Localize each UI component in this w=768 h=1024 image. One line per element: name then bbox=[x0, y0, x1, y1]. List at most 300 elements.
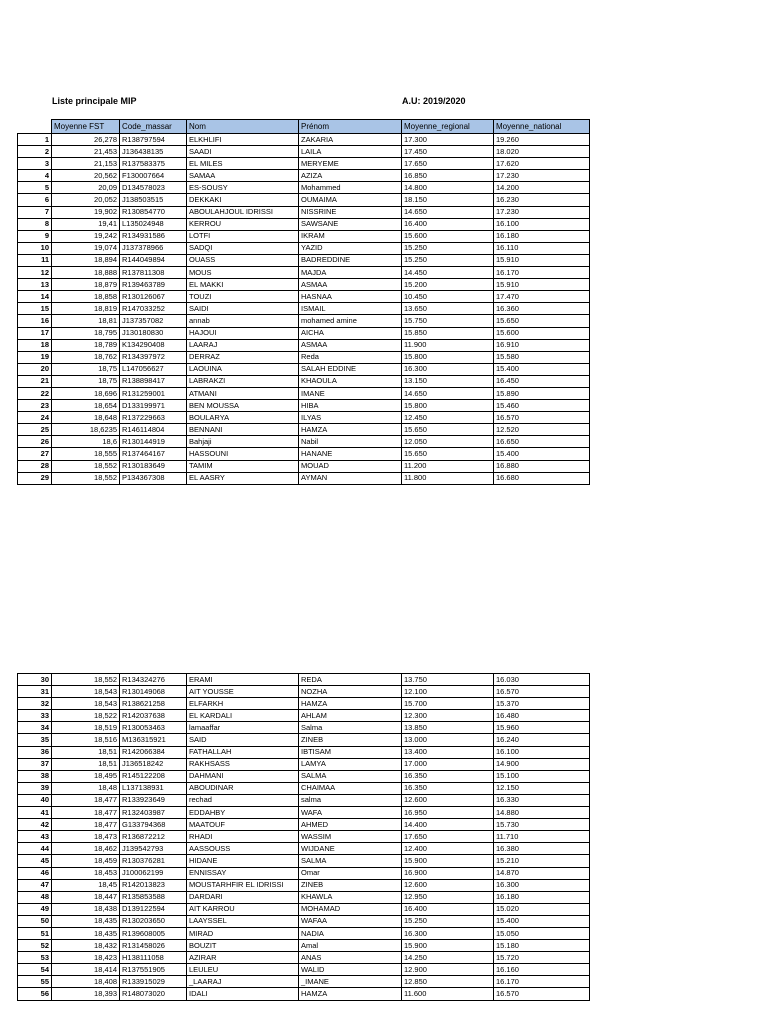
cell-code-massar: R136872212 bbox=[120, 831, 187, 843]
cell-moyenne-regional: 10.450 bbox=[402, 291, 494, 303]
cell-moyenne-regional: 12.950 bbox=[402, 891, 494, 903]
cell-nom: DAHMANI bbox=[187, 770, 299, 782]
table-row bbox=[18, 988, 590, 1000]
cell-nom: HAJOUI bbox=[187, 327, 299, 339]
cell-moyenne-fst: 18,477 bbox=[52, 807, 120, 819]
cell-prenom: HIBA bbox=[299, 400, 402, 412]
cell-prenom: YAZID bbox=[299, 242, 402, 254]
cell-row-index: 34 bbox=[18, 722, 52, 734]
cell-code-massar: G133794368 bbox=[120, 819, 187, 831]
cell-nom: SAIDI bbox=[187, 303, 299, 315]
cell-moyenne-national: 18.020 bbox=[494, 146, 590, 158]
cell-moyenne-fst: 18,393 bbox=[52, 988, 120, 1000]
cell-code-massar: H138111058 bbox=[120, 952, 187, 964]
table-row bbox=[18, 940, 590, 952]
cell-moyenne-regional: 14.450 bbox=[402, 267, 494, 279]
cell-nom: Bahjaji bbox=[187, 436, 299, 448]
cell-prenom: WALID bbox=[299, 964, 402, 976]
cell-moyenne-regional: 16.400 bbox=[402, 218, 494, 230]
table-row bbox=[18, 710, 590, 722]
cell-moyenne-fst: 18,543 bbox=[52, 686, 120, 698]
cell-moyenne-fst: 18,789 bbox=[52, 339, 120, 351]
cell-moyenne-regional: 14.650 bbox=[402, 206, 494, 218]
cell-moyenne-regional: 12.300 bbox=[402, 710, 494, 722]
cell-nom: ELKHLIFI bbox=[187, 134, 299, 146]
table-header-row bbox=[18, 120, 590, 134]
table-row bbox=[18, 218, 590, 230]
cell-moyenne-national: 15.600 bbox=[494, 327, 590, 339]
table-row bbox=[18, 206, 590, 218]
cell-row-index: 13 bbox=[18, 279, 52, 291]
cell-moyenne-national: 15.720 bbox=[494, 952, 590, 964]
cell-moyenne-fst: 19,41 bbox=[52, 218, 120, 230]
cell-prenom: ILYAS bbox=[299, 412, 402, 424]
cell-prenom: Nabil bbox=[299, 436, 402, 448]
cell-moyenne-regional: 15.800 bbox=[402, 351, 494, 363]
cell-nom: MAATOUF bbox=[187, 819, 299, 831]
cell-prenom: CHAIMAA bbox=[299, 782, 402, 794]
cell-nom: ELFARKH bbox=[187, 698, 299, 710]
table-row bbox=[18, 387, 590, 399]
cell-code-massar: R137229663 bbox=[120, 412, 187, 424]
cell-nom: SAMAA bbox=[187, 170, 299, 182]
cell-nom: ABOULAHJOUL IDRISSI bbox=[187, 206, 299, 218]
cell-moyenne-national: 16.380 bbox=[494, 843, 590, 855]
cell-moyenne-fst: 20,052 bbox=[52, 194, 120, 206]
header-moyenne-fst: Moyenne FST bbox=[52, 120, 120, 134]
cell-moyenne-national: 15.890 bbox=[494, 387, 590, 399]
cell-row-index: 25 bbox=[18, 424, 52, 436]
table-row bbox=[18, 242, 590, 254]
cell-moyenne-regional: 15.900 bbox=[402, 940, 494, 952]
cell-moyenne-regional: 14.800 bbox=[402, 182, 494, 194]
cell-moyenne-national: 16.170 bbox=[494, 976, 590, 988]
cell-prenom: Amal bbox=[299, 940, 402, 952]
cell-moyenne-fst: 18,408 bbox=[52, 976, 120, 988]
header-prenom: Prénom bbox=[299, 120, 402, 134]
cell-moyenne-regional: 13.750 bbox=[402, 674, 494, 686]
cell-code-massar: R142066384 bbox=[120, 746, 187, 758]
cell-moyenne-national: 15.960 bbox=[494, 722, 590, 734]
cell-code-massar: R133915029 bbox=[120, 976, 187, 988]
cell-moyenne-regional: 12.050 bbox=[402, 436, 494, 448]
cell-moyenne-fst: 18,45 bbox=[52, 879, 120, 891]
cell-prenom: HAMZA bbox=[299, 424, 402, 436]
table-row bbox=[18, 448, 590, 460]
cell-moyenne-fst: 18,414 bbox=[52, 964, 120, 976]
cell-code-massar: R134324276 bbox=[120, 674, 187, 686]
cell-code-massar: J137378966 bbox=[120, 242, 187, 254]
cell-moyenne-national: 14.200 bbox=[494, 182, 590, 194]
cell-prenom: mohamed amine bbox=[299, 315, 402, 327]
cell-moyenne-fst: 18,555 bbox=[52, 448, 120, 460]
cell-moyenne-regional: 12.600 bbox=[402, 879, 494, 891]
cell-row-index: 36 bbox=[18, 746, 52, 758]
cell-moyenne-regional: 17.450 bbox=[402, 146, 494, 158]
cell-moyenne-national: 15.400 bbox=[494, 915, 590, 927]
cell-moyenne-fst: 18,477 bbox=[52, 819, 120, 831]
cell-code-massar: R137811308 bbox=[120, 267, 187, 279]
table-row bbox=[18, 915, 590, 927]
cell-moyenne-national: 12.520 bbox=[494, 424, 590, 436]
cell-prenom: NADIA bbox=[299, 927, 402, 939]
table-row bbox=[18, 831, 590, 843]
cell-code-massar: R137551905 bbox=[120, 964, 187, 976]
cell-row-index: 20 bbox=[18, 363, 52, 375]
cell-moyenne-regional: 18.150 bbox=[402, 194, 494, 206]
table-row bbox=[18, 819, 590, 831]
cell-prenom: HANANE bbox=[299, 448, 402, 460]
cell-moyenne-regional: 11.200 bbox=[402, 460, 494, 472]
cell-moyenne-fst: 18,462 bbox=[52, 843, 120, 855]
cell-moyenne-fst: 18,435 bbox=[52, 915, 120, 927]
cell-nom: HASSOUNI bbox=[187, 448, 299, 460]
table-row bbox=[18, 855, 590, 867]
cell-code-massar: L135024948 bbox=[120, 218, 187, 230]
cell-moyenne-regional: 17.000 bbox=[402, 758, 494, 770]
cell-row-index: 14 bbox=[18, 291, 52, 303]
cell-moyenne-fst: 18,75 bbox=[52, 363, 120, 375]
cell-moyenne-national: 11.710 bbox=[494, 831, 590, 843]
cell-row-index: 35 bbox=[18, 734, 52, 746]
cell-moyenne-regional: 13.400 bbox=[402, 746, 494, 758]
table-row bbox=[18, 351, 590, 363]
cell-nom: LAOUINA bbox=[187, 363, 299, 375]
cell-nom: AIT YOUSSE bbox=[187, 686, 299, 698]
cell-moyenne-national: 15.100 bbox=[494, 770, 590, 782]
cell-prenom: ZINEB bbox=[299, 734, 402, 746]
cell-nom: ENNISSAY bbox=[187, 867, 299, 879]
cell-moyenne-national: 15.910 bbox=[494, 279, 590, 291]
cell-prenom: Omar bbox=[299, 867, 402, 879]
table-row bbox=[18, 976, 590, 988]
table-row bbox=[18, 674, 590, 686]
cell-moyenne-fst: 18,432 bbox=[52, 940, 120, 952]
cell-moyenne-national: 16.160 bbox=[494, 964, 590, 976]
cell-moyenne-regional: 16.950 bbox=[402, 807, 494, 819]
table-row bbox=[18, 867, 590, 879]
cell-moyenne-fst: 19,902 bbox=[52, 206, 120, 218]
cell-moyenne-regional: 17.650 bbox=[402, 158, 494, 170]
table-row bbox=[18, 734, 590, 746]
table-row bbox=[18, 254, 590, 266]
cell-moyenne-regional: 13.850 bbox=[402, 722, 494, 734]
cell-moyenne-fst: 18,543 bbox=[52, 698, 120, 710]
header-moyenne-national: Moyenne_national bbox=[494, 120, 590, 134]
cell-moyenne-national: 12.150 bbox=[494, 782, 590, 794]
cell-prenom: SAWSANE bbox=[299, 218, 402, 230]
cell-prenom: Reda bbox=[299, 351, 402, 363]
cell-row-index: 27 bbox=[18, 448, 52, 460]
cell-code-massar: R142013823 bbox=[120, 879, 187, 891]
cell-moyenne-regional: 11.800 bbox=[402, 472, 494, 484]
cell-prenom: AICHA bbox=[299, 327, 402, 339]
cell-row-index: 19 bbox=[18, 351, 52, 363]
cell-code-massar: R130149068 bbox=[120, 686, 187, 698]
cell-nom: EL AASRY bbox=[187, 472, 299, 484]
cell-nom: BOULARYA bbox=[187, 412, 299, 424]
cell-moyenne-fst: 18,552 bbox=[52, 674, 120, 686]
cell-nom: LEULEU bbox=[187, 964, 299, 976]
cell-moyenne-national: 15.400 bbox=[494, 448, 590, 460]
cell-moyenne-regional: 12.900 bbox=[402, 964, 494, 976]
table-row bbox=[18, 170, 590, 182]
cell-nom: BOUZIT bbox=[187, 940, 299, 952]
cell-prenom: WAFAA bbox=[299, 915, 402, 927]
cell-code-massar: R130053463 bbox=[120, 722, 187, 734]
cell-row-index: 26 bbox=[18, 436, 52, 448]
cell-moyenne-regional: 16.300 bbox=[402, 927, 494, 939]
cell-moyenne-national: 15.730 bbox=[494, 819, 590, 831]
cell-code-massar: R137583375 bbox=[120, 158, 187, 170]
cell-code-massar: P134367308 bbox=[120, 472, 187, 484]
cell-moyenne-regional: 15.800 bbox=[402, 400, 494, 412]
cell-prenom: AHMED bbox=[299, 819, 402, 831]
cell-code-massar: R130376281 bbox=[120, 855, 187, 867]
table-row bbox=[18, 182, 590, 194]
cell-moyenne-national: 16.910 bbox=[494, 339, 590, 351]
cell-code-massar: R132403987 bbox=[120, 807, 187, 819]
cell-moyenne-regional: 17.300 bbox=[402, 134, 494, 146]
table-row bbox=[18, 303, 590, 315]
cell-nom: ERAMI bbox=[187, 674, 299, 686]
cell-row-index: 2 bbox=[18, 146, 52, 158]
cell-row-index: 12 bbox=[18, 267, 52, 279]
cell-row-index: 40 bbox=[18, 794, 52, 806]
cell-nom: BEN MOUSSA bbox=[187, 400, 299, 412]
cell-nom: DERRAZ bbox=[187, 351, 299, 363]
table-row bbox=[18, 436, 590, 448]
cell-moyenne-regional: 12.400 bbox=[402, 843, 494, 855]
cell-prenom: OUMAIMA bbox=[299, 194, 402, 206]
students-table-part2 bbox=[17, 673, 590, 1001]
cell-row-index: 31 bbox=[18, 686, 52, 698]
table-row bbox=[18, 794, 590, 806]
table-row bbox=[18, 879, 590, 891]
academic-year: A.U: 2019/2020 bbox=[402, 96, 466, 106]
cell-moyenne-national: 16.100 bbox=[494, 746, 590, 758]
cell-code-massar: F130007664 bbox=[120, 170, 187, 182]
cell-moyenne-fst: 18,51 bbox=[52, 758, 120, 770]
cell-code-massar: R146114804 bbox=[120, 424, 187, 436]
cell-row-index: 39 bbox=[18, 782, 52, 794]
cell-row-index: 48 bbox=[18, 891, 52, 903]
cell-moyenne-regional: 16.300 bbox=[402, 363, 494, 375]
cell-moyenne-national: 16.100 bbox=[494, 218, 590, 230]
cell-row-index: 50 bbox=[18, 915, 52, 927]
cell-row-index: 24 bbox=[18, 412, 52, 424]
cell-prenom: MOHAMAD bbox=[299, 903, 402, 915]
cell-row-index: 55 bbox=[18, 976, 52, 988]
cell-nom: SAID bbox=[187, 734, 299, 746]
cell-row-index: 8 bbox=[18, 218, 52, 230]
cell-code-massar: R131458026 bbox=[120, 940, 187, 952]
cell-moyenne-regional: 14.400 bbox=[402, 819, 494, 831]
cell-moyenne-regional: 15.250 bbox=[402, 254, 494, 266]
cell-moyenne-fst: 18,894 bbox=[52, 254, 120, 266]
table-row bbox=[18, 267, 590, 279]
cell-prenom: HAMZA bbox=[299, 698, 402, 710]
cell-prenom: SALMA bbox=[299, 770, 402, 782]
cell-prenom: MAJDA bbox=[299, 267, 402, 279]
cell-moyenne-national: 15.460 bbox=[494, 400, 590, 412]
cell-nom: BENNANI bbox=[187, 424, 299, 436]
cell-moyenne-national: 16.570 bbox=[494, 686, 590, 698]
cell-moyenne-national: 15.650 bbox=[494, 315, 590, 327]
cell-moyenne-national: 15.400 bbox=[494, 363, 590, 375]
cell-moyenne-regional: 15.200 bbox=[402, 279, 494, 291]
cell-nom: ATMANI bbox=[187, 387, 299, 399]
table-row bbox=[18, 460, 590, 472]
table-row bbox=[18, 400, 590, 412]
cell-row-index: 15 bbox=[18, 303, 52, 315]
cell-row-index: 4 bbox=[18, 170, 52, 182]
cell-code-massar: R137464167 bbox=[120, 448, 187, 460]
cell-moyenne-regional: 16.900 bbox=[402, 867, 494, 879]
cell-prenom: HASNAA bbox=[299, 291, 402, 303]
cell-nom: SAADI bbox=[187, 146, 299, 158]
cell-row-index: 47 bbox=[18, 879, 52, 891]
cell-code-massar: R130126067 bbox=[120, 291, 187, 303]
cell-code-massar: M136315921 bbox=[120, 734, 187, 746]
cell-moyenne-national: 16.570 bbox=[494, 988, 590, 1000]
cell-nom: MOUSTARHFIR EL IDRISSI bbox=[187, 879, 299, 891]
cell-row-index: 23 bbox=[18, 400, 52, 412]
cell-row-index: 10 bbox=[18, 242, 52, 254]
cell-moyenne-national: 16.480 bbox=[494, 710, 590, 722]
cell-code-massar: K134290408 bbox=[120, 339, 187, 351]
table-row bbox=[18, 758, 590, 770]
cell-moyenne-regional: 17.650 bbox=[402, 831, 494, 843]
cell-prenom: SALAH EDDINE bbox=[299, 363, 402, 375]
cell-nom: EL MILES bbox=[187, 158, 299, 170]
table-row bbox=[18, 807, 590, 819]
cell-moyenne-regional: 15.650 bbox=[402, 448, 494, 460]
cell-moyenne-national: 15.210 bbox=[494, 855, 590, 867]
cell-nom: FATHALLAH bbox=[187, 746, 299, 758]
table-row bbox=[18, 952, 590, 964]
cell-prenom: IBTISAM bbox=[299, 746, 402, 758]
cell-code-massar: R130183649 bbox=[120, 460, 187, 472]
cell-nom: LABRAKZI bbox=[187, 375, 299, 387]
table-row bbox=[18, 722, 590, 734]
cell-moyenne-fst: 21,153 bbox=[52, 158, 120, 170]
cell-prenom: WAFA bbox=[299, 807, 402, 819]
cell-prenom: Mohammed bbox=[299, 182, 402, 194]
cell-prenom: KHAOULA bbox=[299, 375, 402, 387]
cell-code-massar: R130203650 bbox=[120, 915, 187, 927]
header-nom: Nom bbox=[187, 120, 299, 134]
cell-code-massar: R135853588 bbox=[120, 891, 187, 903]
table-row bbox=[18, 843, 590, 855]
cell-moyenne-national: 14.870 bbox=[494, 867, 590, 879]
cell-prenom: salma bbox=[299, 794, 402, 806]
cell-prenom: WASSIM bbox=[299, 831, 402, 843]
cell-moyenne-fst: 18,888 bbox=[52, 267, 120, 279]
cell-prenom: AYMAN bbox=[299, 472, 402, 484]
cell-nom: EDDAHBY bbox=[187, 807, 299, 819]
cell-code-massar: D139122594 bbox=[120, 903, 187, 915]
cell-prenom: ASMAA bbox=[299, 339, 402, 351]
cell-row-index: 3 bbox=[18, 158, 52, 170]
cell-moyenne-national: 15.910 bbox=[494, 254, 590, 266]
table-row bbox=[18, 903, 590, 915]
cell-moyenne-national: 17.620 bbox=[494, 158, 590, 170]
table-row bbox=[18, 146, 590, 158]
cell-row-index: 53 bbox=[18, 952, 52, 964]
table-row bbox=[18, 230, 590, 242]
header-moyenne-regional: Moyenne_regional bbox=[402, 120, 494, 134]
cell-code-massar: R134397972 bbox=[120, 351, 187, 363]
cell-moyenne-national: 16.170 bbox=[494, 267, 590, 279]
cell-nom: RAKHSASS bbox=[187, 758, 299, 770]
cell-code-massar: R130854770 bbox=[120, 206, 187, 218]
cell-row-index: 29 bbox=[18, 472, 52, 484]
cell-moyenne-national: 15.050 bbox=[494, 927, 590, 939]
cell-moyenne-fst: 20,09 bbox=[52, 182, 120, 194]
cell-moyenne-regional: 11.600 bbox=[402, 988, 494, 1000]
cell-code-massar: R138621258 bbox=[120, 698, 187, 710]
cell-prenom: ANAS bbox=[299, 952, 402, 964]
cell-row-index: 49 bbox=[18, 903, 52, 915]
cell-nom: MIRAD bbox=[187, 927, 299, 939]
cell-moyenne-regional: 15.850 bbox=[402, 327, 494, 339]
cell-moyenne-fst: 18,795 bbox=[52, 327, 120, 339]
cell-moyenne-regional: 13.650 bbox=[402, 303, 494, 315]
cell-moyenne-regional: 16.350 bbox=[402, 782, 494, 794]
cell-moyenne-fst: 18,435 bbox=[52, 927, 120, 939]
cell-moyenne-fst: 18,477 bbox=[52, 794, 120, 806]
cell-row-index: 11 bbox=[18, 254, 52, 266]
cell-prenom: AZIZA bbox=[299, 170, 402, 182]
header-code-massar: Code_massar bbox=[120, 120, 187, 134]
table-row bbox=[18, 891, 590, 903]
cell-moyenne-fst: 18,819 bbox=[52, 303, 120, 315]
cell-row-index: 51 bbox=[18, 927, 52, 939]
cell-code-massar: R144049894 bbox=[120, 254, 187, 266]
students-table-part1 bbox=[17, 119, 590, 485]
cell-row-index: 45 bbox=[18, 855, 52, 867]
cell-moyenne-regional: 12.600 bbox=[402, 794, 494, 806]
table-row bbox=[18, 412, 590, 424]
cell-moyenne-fst: 18,423 bbox=[52, 952, 120, 964]
cell-prenom: LAILA bbox=[299, 146, 402, 158]
cell-row-index: 6 bbox=[18, 194, 52, 206]
cell-row-index: 9 bbox=[18, 230, 52, 242]
cell-prenom: MERYEME bbox=[299, 158, 402, 170]
cell-moyenne-fst: 19,242 bbox=[52, 230, 120, 242]
cell-code-massar: J139542793 bbox=[120, 843, 187, 855]
table-row bbox=[18, 363, 590, 375]
cell-code-massar: J136518242 bbox=[120, 758, 187, 770]
cell-moyenne-fst: 18,81 bbox=[52, 315, 120, 327]
cell-row-index: 37 bbox=[18, 758, 52, 770]
cell-nom: SADQI bbox=[187, 242, 299, 254]
table-row bbox=[18, 291, 590, 303]
cell-moyenne-fst: 18,495 bbox=[52, 770, 120, 782]
cell-moyenne-fst: 18,438 bbox=[52, 903, 120, 915]
cell-moyenne-national: 17.230 bbox=[494, 206, 590, 218]
cell-moyenne-regional: 15.250 bbox=[402, 242, 494, 254]
cell-nom: AASSOUSS bbox=[187, 843, 299, 855]
cell-moyenne-national: 16.180 bbox=[494, 230, 590, 242]
cell-moyenne-fst: 18,858 bbox=[52, 291, 120, 303]
cell-code-massar: R139463789 bbox=[120, 279, 187, 291]
cell-prenom: WIJDANE bbox=[299, 843, 402, 855]
cell-prenom: ZAKARIA bbox=[299, 134, 402, 146]
cell-nom: KERROU bbox=[187, 218, 299, 230]
cell-code-massar: R138797594 bbox=[120, 134, 187, 146]
